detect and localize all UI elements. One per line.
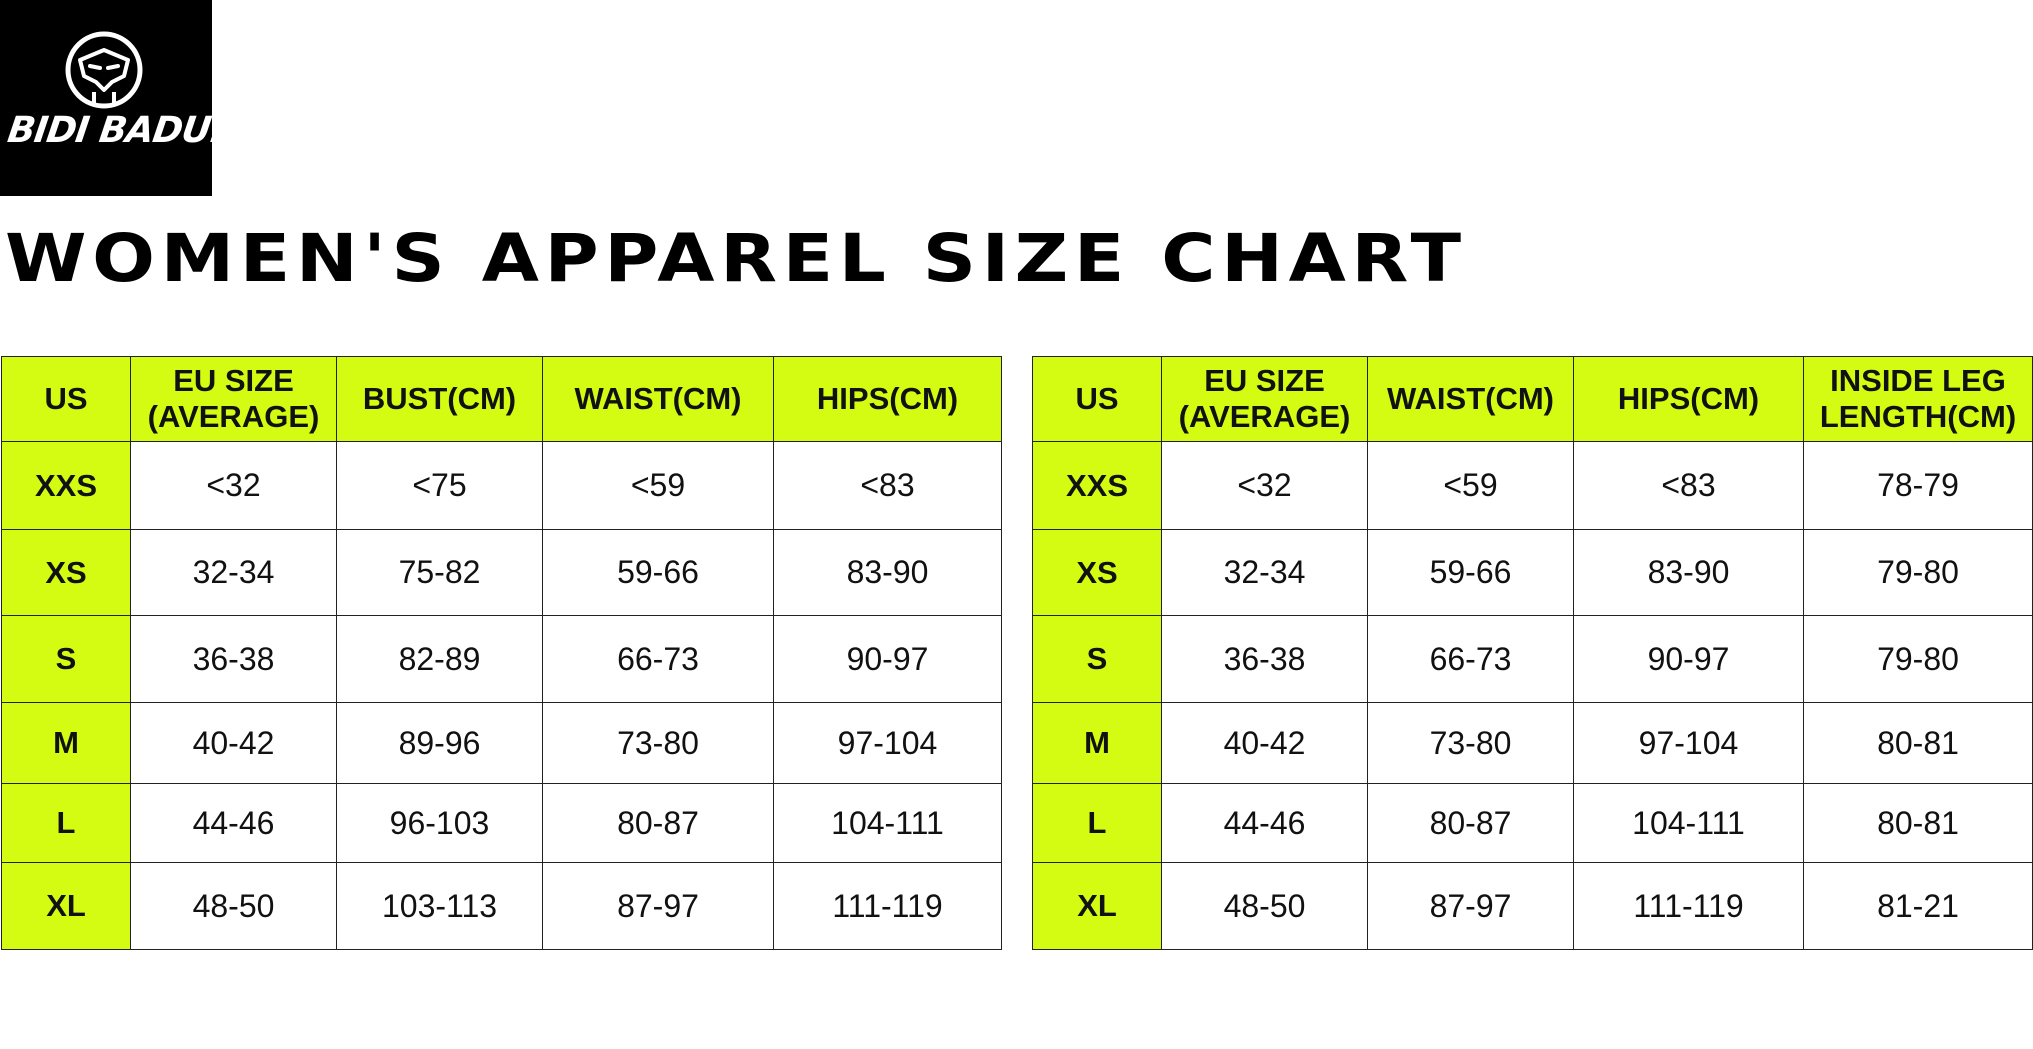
size-label: S [2,616,131,703]
waist-value: 59-66 [543,530,774,616]
eu-size-value: <32 [131,442,337,530]
size-label: M [1033,703,1162,784]
eu-size-value: 36-38 [1162,616,1368,703]
eu-size-value: 32-34 [131,530,337,616]
table-row [2,703,1002,784]
table-row [1033,442,2033,530]
header-hips: HIPS(CM) [1574,357,1804,442]
bust-value: <75 [337,442,543,530]
inside-leg-value: 80-81 [1804,784,2033,863]
inside-leg-value: 81-21 [1804,863,2033,950]
logo-wordmark: BIDI BADU. [5,110,226,151]
eu-size-value: 48-50 [131,863,337,950]
header-row [2,357,1002,442]
hips-value: 90-97 [1574,616,1804,703]
size-label: S [1033,616,1162,703]
table-row [1033,616,2033,703]
table-row [1033,530,2033,616]
eu-size-value: 44-46 [1162,784,1368,863]
header-eu-size: EU SIZE (AVERAGE) [131,357,337,442]
waist-value: 66-73 [543,616,774,703]
eu-size-value: <32 [1162,442,1368,530]
eu-size-value: 40-42 [1162,703,1368,784]
waist-value: 87-97 [1368,863,1574,950]
header-waist: WAIST(CM) [1368,357,1574,442]
size-label: XXS [2,442,131,530]
eu-size-value: 40-42 [131,703,337,784]
size-label: XXS [1033,442,1162,530]
eu-size-value: 32-34 [1162,530,1368,616]
hips-value: 104-111 [774,784,1002,863]
header-waist: WAIST(CM) [543,357,774,442]
size-label: L [2,784,131,863]
hips-value: <83 [774,442,1002,530]
brand-logo [0,0,226,196]
inside-leg-value: 79-80 [1804,616,2033,703]
hips-value: 104-111 [1574,784,1804,863]
size-table-tops [1,356,1002,950]
waist-value: 80-87 [1368,784,1574,863]
size-table-bottoms [1032,356,2033,950]
mascot-icon [62,30,146,110]
header-hips: HIPS(CM) [774,357,1002,442]
table-row [1033,703,2033,784]
header-eu-size: EU SIZE (AVERAGE) [1162,357,1368,442]
page-title: WOMEN'S APPAREL SIZE CHART [5,220,1467,297]
size-label: M [2,703,131,784]
hips-value: 111-119 [774,863,1002,950]
size-label: XL [2,863,131,950]
size-label: L [1033,784,1162,863]
table-row [2,616,1002,703]
table-row [2,784,1002,863]
eu-size-value: 48-50 [1162,863,1368,950]
bust-value: 89-96 [337,703,543,784]
waist-value: 87-97 [543,863,774,950]
waist-value: <59 [543,442,774,530]
table-row [2,530,1002,616]
hips-value: 111-119 [1574,863,1804,950]
waist-value: 66-73 [1368,616,1574,703]
waist-value: 80-87 [543,784,774,863]
table-row [1033,784,2033,863]
hips-value: 83-90 [1574,530,1804,616]
hips-value: 90-97 [774,616,1002,703]
table-row [1033,863,2033,950]
eu-size-value: 44-46 [131,784,337,863]
header-us: US [2,357,131,442]
header-us: US [1033,357,1162,442]
eu-size-value: 36-38 [131,616,337,703]
hips-value: 83-90 [774,530,1002,616]
table-row [2,863,1002,950]
hips-value: 97-104 [1574,703,1804,784]
hips-value: <83 [1574,442,1804,530]
waist-value: 73-80 [1368,703,1574,784]
header-bust: BUST(CM) [337,357,543,442]
size-label: XL [1033,863,1162,950]
waist-value: 73-80 [543,703,774,784]
size-label: XS [2,530,131,616]
bust-value: 82-89 [337,616,543,703]
waist-value: 59-66 [1368,530,1574,616]
inside-leg-value: 79-80 [1804,530,2033,616]
bust-value: 103-113 [337,863,543,950]
header-inside-leg: INSIDE LEG LENGTH(CM) [1804,357,2033,442]
waist-value: <59 [1368,442,1574,530]
bust-value: 75-82 [337,530,543,616]
table-row [2,442,1002,530]
size-label: XS [1033,530,1162,616]
inside-leg-value: 80-81 [1804,703,2033,784]
hips-value: 97-104 [774,703,1002,784]
bust-value: 96-103 [337,784,543,863]
inside-leg-value: 78-79 [1804,442,2033,530]
header-row [1033,357,2033,442]
